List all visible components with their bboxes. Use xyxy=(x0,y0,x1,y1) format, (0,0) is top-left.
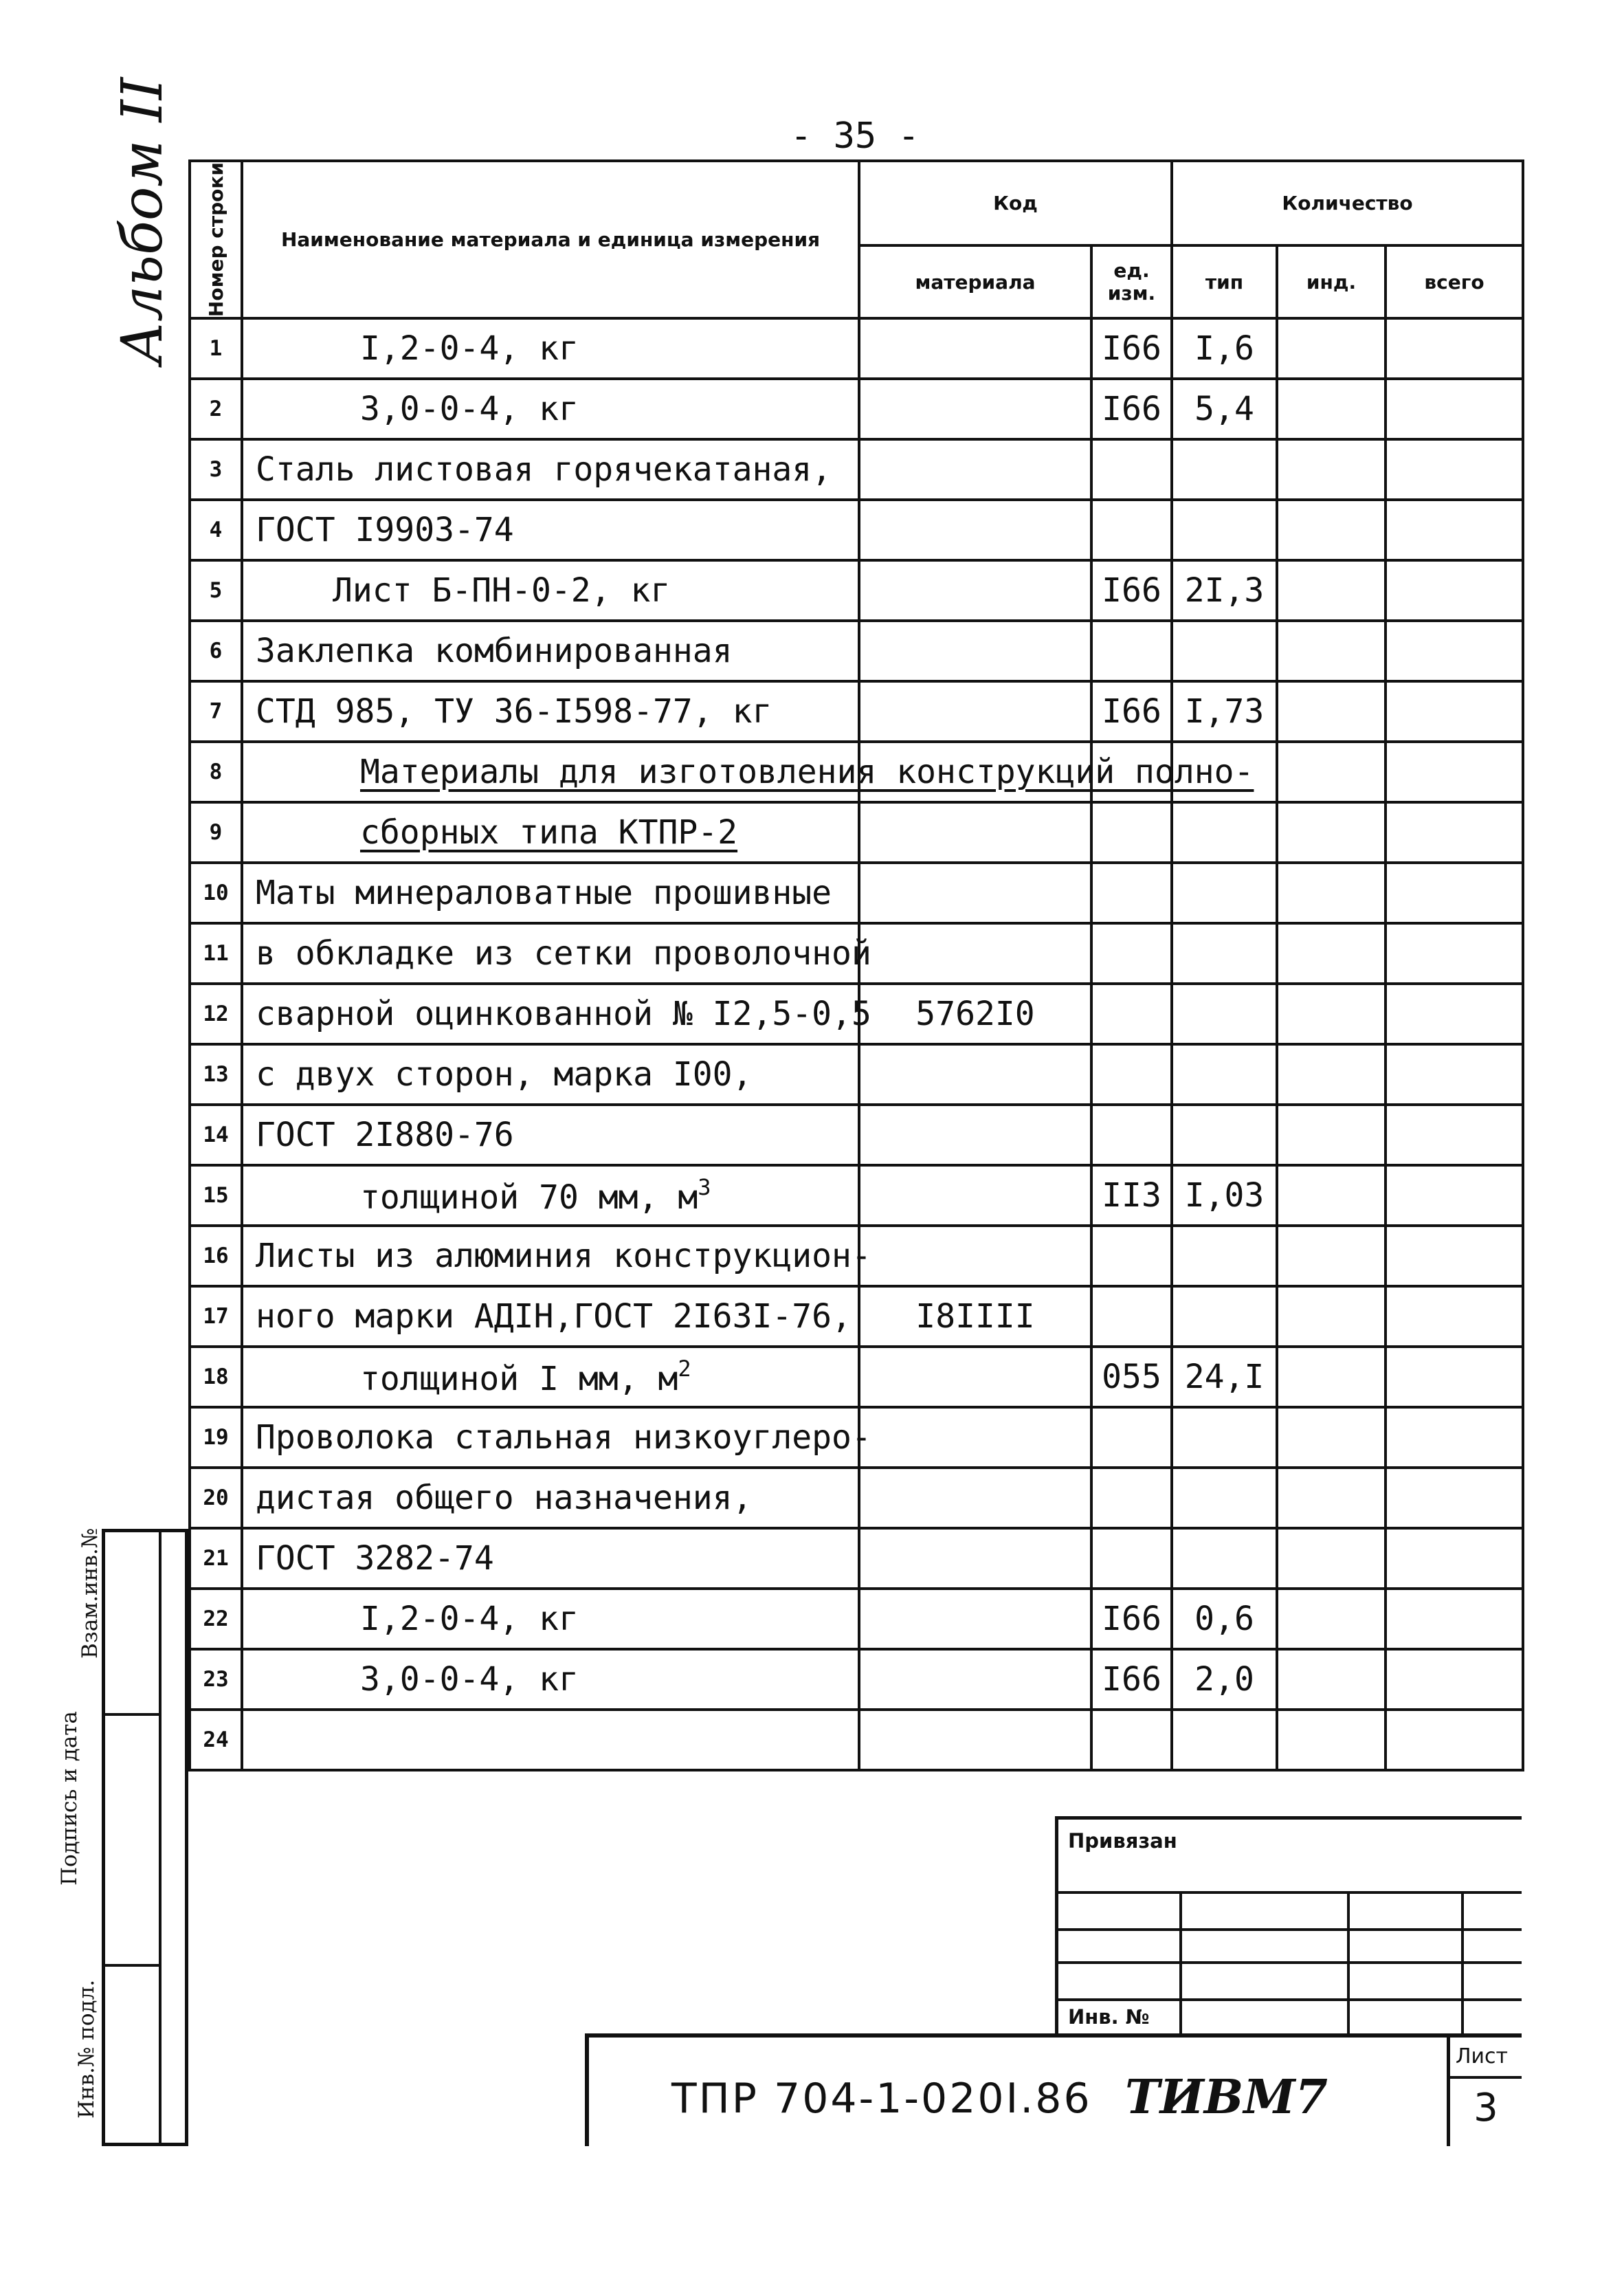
approval-side-block xyxy=(57,1527,188,2146)
quantity-type-cell xyxy=(1172,439,1277,500)
original-inventory-label: Инв.№ подл. xyxy=(74,1979,99,2119)
row-number-cell: 12 xyxy=(190,984,242,1044)
row-number-cell: 15 xyxy=(190,1165,242,1226)
material-name-cell xyxy=(242,984,871,1044)
quantity-type-cell: I,03 xyxy=(1172,1165,1277,1226)
row-number-cell: 1 xyxy=(190,318,242,379)
table-row xyxy=(190,1528,1523,1589)
row-number-cell: 16 xyxy=(190,1226,242,1286)
material-code-cell: 5762I0 xyxy=(859,984,1091,1044)
title-block-line xyxy=(1058,1928,1522,1931)
sheet-box xyxy=(1447,2038,1522,2146)
material-name-cell xyxy=(242,500,859,560)
quantity-ind-cell xyxy=(1277,500,1386,560)
table-row xyxy=(190,863,1523,923)
material-name-text: ГОСТ 3282-74 xyxy=(256,1539,494,1578)
quantity-type-cell: I,6 xyxy=(1172,318,1277,379)
quantity-total-cell xyxy=(1386,500,1523,560)
handwritten-code: ТИВМ7 xyxy=(1125,2070,1328,2125)
quantity-ind-cell xyxy=(1277,1286,1386,1347)
row-number-cell: 22 xyxy=(190,1589,242,1649)
material-name-cell xyxy=(242,439,859,500)
material-code-cell xyxy=(859,1226,1091,1286)
unit-code-header: ед. изм. xyxy=(1091,245,1172,318)
quantity-type-cell xyxy=(1172,1105,1277,1165)
quantity-total-cell xyxy=(1386,1528,1523,1589)
title-block-vline xyxy=(1461,1891,1464,2037)
unit-code-cell: I66 xyxy=(1091,681,1172,742)
unit-code-cell xyxy=(1091,802,1172,863)
material-name-cell xyxy=(242,1226,871,1286)
quantity-ind-cell xyxy=(1277,1044,1386,1105)
quantity-type-cell: 5,4 xyxy=(1172,379,1277,439)
material-name-text: ного марки АДIН,ГОСТ 2I63I-76, xyxy=(256,1297,852,1336)
table-row xyxy=(190,500,1523,560)
quantity-ind-cell xyxy=(1277,560,1386,621)
material-name-cell xyxy=(242,621,859,681)
unit-code-cell: I66 xyxy=(1091,560,1172,621)
quantity-ind-cell xyxy=(1277,923,1386,984)
row-number-cell: 21 xyxy=(190,1528,242,1589)
material-name-text: Маты минераловатные прошивные xyxy=(256,874,832,913)
table-row xyxy=(190,742,1523,802)
row-number-cell: 24 xyxy=(190,1710,242,1770)
quantity-ind-cell xyxy=(1277,379,1386,439)
material-name-text: в обкладке из сетки проволочной xyxy=(256,934,871,973)
quantity-type-cell xyxy=(1172,984,1277,1044)
unit-code-cell xyxy=(1091,863,1172,923)
unit-code-cell xyxy=(1091,1226,1172,1286)
material-name-cell xyxy=(242,1710,859,1770)
quantity-total-cell xyxy=(1386,1165,1523,1226)
quantity-type-cell xyxy=(1172,621,1277,681)
row-number-cell: 3 xyxy=(190,439,242,500)
table-row xyxy=(190,1105,1523,1165)
linked-label: Привязан xyxy=(1068,1829,1177,1853)
material-name-text: с двух сторон, марка I00, xyxy=(256,1055,753,1094)
row-number-cell: 18 xyxy=(190,1347,242,1407)
table-row xyxy=(190,1286,1523,1347)
row-number-cell: 4 xyxy=(190,500,242,560)
quantity-type-cell xyxy=(1172,1407,1277,1468)
unit-code-cell: I66 xyxy=(1091,318,1172,379)
row-number-cell: 9 xyxy=(190,802,242,863)
material-name-cell xyxy=(242,681,859,742)
title-block-vline xyxy=(1347,1891,1350,2037)
quantity-ind-cell xyxy=(1277,802,1386,863)
material-name-cell xyxy=(242,1589,859,1649)
row-number-cell: 20 xyxy=(190,1468,242,1528)
material-name-cell xyxy=(242,1044,859,1105)
material-code-cell xyxy=(859,500,1091,560)
material-name-cell xyxy=(242,1347,859,1407)
material-code-header: материала xyxy=(859,245,1091,318)
side-divider xyxy=(105,1713,162,1716)
quantity-type-header: тип xyxy=(1172,245,1277,318)
quantity-type-cell xyxy=(1172,863,1277,923)
quantity-total-cell xyxy=(1386,1407,1523,1468)
table-row xyxy=(190,681,1523,742)
material-name-cell xyxy=(242,1165,859,1226)
title-block-line xyxy=(1058,1961,1522,1964)
row-number-cell: 19 xyxy=(190,1407,242,1468)
row-number-cell: 7 xyxy=(190,681,242,742)
unit-code-cell: I66 xyxy=(1091,379,1172,439)
unit-code-cell xyxy=(1091,621,1172,681)
material-name-text: Листы из алюминия конструкцион- xyxy=(256,1237,871,1276)
quantity-ind-cell xyxy=(1277,1347,1386,1407)
table-row xyxy=(190,379,1523,439)
unit-code-cell xyxy=(1091,1407,1172,1468)
quantity-ind-cell xyxy=(1277,681,1386,742)
material-name-cell xyxy=(242,1528,859,1589)
material-name-cell xyxy=(242,1105,859,1165)
material-name-cell xyxy=(242,1407,871,1468)
quantity-ind-cell xyxy=(1277,984,1386,1044)
quantity-type-cell xyxy=(1172,802,1277,863)
table-row xyxy=(190,1710,1523,1770)
material-code-cell xyxy=(859,802,1091,863)
table-row xyxy=(190,1044,1523,1105)
table-row xyxy=(190,1589,1523,1649)
quantity-total-cell xyxy=(1386,318,1523,379)
row-number-cell: 13 xyxy=(190,1044,242,1105)
title-block-line xyxy=(1058,1998,1522,2001)
quantity-ind-header: инд. xyxy=(1277,245,1386,318)
quantity-total-cell xyxy=(1386,621,1523,681)
quantity-ind-cell xyxy=(1277,621,1386,681)
material-name-text: сборных типа КТПР-2 xyxy=(360,813,738,852)
unit-code-cell xyxy=(1091,1710,1172,1770)
quantity-total-cell xyxy=(1386,742,1523,802)
unit-code-cell xyxy=(1091,500,1172,560)
material-name-text: дистая общего назначения, xyxy=(256,1479,753,1518)
material-name-text: ГОСТ I9903-74 xyxy=(256,511,514,550)
row-number-header: Номер строки xyxy=(190,161,242,318)
row-number-cell: 6 xyxy=(190,621,242,681)
row-number-cell: 8 xyxy=(190,742,242,802)
material-name-text: СТД 985, ТУ 36-I598-77, кг xyxy=(256,692,772,731)
material-name-text: толщиной 70 мм, м xyxy=(360,1178,698,1217)
table-row xyxy=(190,1468,1523,1528)
quantity-ind-cell xyxy=(1277,318,1386,379)
quantity-total-cell xyxy=(1386,1105,1523,1165)
material-name-cell xyxy=(242,863,859,923)
material-code-cell xyxy=(859,681,1091,742)
material-code-cell xyxy=(859,560,1091,621)
title-block xyxy=(1055,1816,1522,2033)
quantity-ind-cell xyxy=(1277,1468,1386,1528)
quantity-total-cell xyxy=(1386,1710,1523,1770)
quantity-type-cell xyxy=(1172,1044,1277,1105)
material-code-cell xyxy=(859,1105,1091,1165)
quantity-total-cell xyxy=(1386,1286,1523,1347)
row-number-cell: 5 xyxy=(190,560,242,621)
quantity-total-cell xyxy=(1386,439,1523,500)
quantity-ind-cell xyxy=(1277,863,1386,923)
quantity-type-cell xyxy=(1172,1528,1277,1589)
quantity-total-header: всего xyxy=(1386,245,1523,318)
quantity-group-header: Количество xyxy=(1172,161,1523,245)
quantity-type-cell xyxy=(1172,1468,1277,1528)
quantity-total-cell xyxy=(1386,560,1523,621)
material-code-cell xyxy=(859,1649,1091,1710)
material-code-cell xyxy=(859,1710,1091,1770)
sheet-line xyxy=(1450,2076,1522,2079)
unit-code-cell xyxy=(1091,1044,1172,1105)
quantity-type-cell: I,73 xyxy=(1172,681,1277,742)
quantity-type-cell: 2I,3 xyxy=(1172,560,1277,621)
row-number-cell: 17 xyxy=(190,1286,242,1347)
document-stamp xyxy=(585,2033,1522,2146)
material-name-text: Материалы для изготовления конструкций полно- xyxy=(360,753,1254,792)
quantity-ind-cell xyxy=(1277,1226,1386,1286)
quantity-total-cell xyxy=(1386,1589,1523,1649)
material-code-cell xyxy=(859,863,1091,923)
material-code-cell xyxy=(859,923,1091,984)
quantity-total-cell xyxy=(1386,1468,1523,1528)
unit-code-cell: I66 xyxy=(1091,1589,1172,1649)
unit-superscript: 3 xyxy=(698,1174,711,1201)
quantity-total-cell xyxy=(1386,681,1523,742)
sheet-label: Лист xyxy=(1456,2044,1509,2068)
row-number-cell: 11 xyxy=(190,923,242,984)
quantity-type-cell xyxy=(1172,1226,1277,1286)
table-row xyxy=(190,1226,1523,1286)
material-name-cell xyxy=(242,1468,859,1528)
unit-code-cell: I66 xyxy=(1091,1649,1172,1710)
quantity-total-cell xyxy=(1386,802,1523,863)
material-code-cell xyxy=(859,318,1091,379)
table-row xyxy=(190,1407,1523,1468)
code-group-header: Код xyxy=(859,161,1172,245)
quantity-total-cell xyxy=(1386,1649,1523,1710)
material-name-cell xyxy=(242,1649,859,1710)
material-code-cell xyxy=(859,1468,1091,1528)
quantity-ind-cell xyxy=(1277,1649,1386,1710)
material-code-cell xyxy=(859,439,1091,500)
material-name-text: I,2-0-4, кг xyxy=(360,329,579,368)
material-name-text: ГОСТ 2I880-76 xyxy=(256,1116,514,1155)
quantity-ind-cell xyxy=(1277,1528,1386,1589)
quantity-total-cell xyxy=(1386,923,1523,984)
quantity-ind-cell xyxy=(1277,1407,1386,1468)
table-row xyxy=(190,1649,1523,1710)
material-name-text: Лист Б-ПН-0-2, кг xyxy=(333,571,671,610)
unit-code-cell xyxy=(1091,1528,1172,1589)
title-block-line xyxy=(1058,1891,1522,1894)
quantity-ind-cell xyxy=(1277,1105,1386,1165)
materials-table xyxy=(188,159,1524,1771)
material-code-cell xyxy=(859,1407,1091,1468)
sheet-number: 3 xyxy=(1473,2086,1498,2130)
material-name-text: толщиной I мм, м xyxy=(360,1360,678,1399)
material-name-cell xyxy=(242,379,859,439)
material-name-text: 3,0-0-4, кг xyxy=(360,390,579,429)
quantity-total-cell xyxy=(1386,379,1523,439)
material-name-text: сварной оцинкованной № I2,5-0,5 xyxy=(256,995,871,1034)
table-row xyxy=(190,439,1523,500)
quantity-total-cell xyxy=(1386,863,1523,923)
quantity-type-cell xyxy=(1172,923,1277,984)
material-name-cell xyxy=(242,1286,859,1347)
quantity-type-cell xyxy=(1172,1710,1277,1770)
table-row xyxy=(190,984,1523,1044)
material-code-cell xyxy=(859,1044,1091,1105)
quantity-ind-cell xyxy=(1277,1589,1386,1649)
quantity-total-cell xyxy=(1386,1226,1523,1286)
material-code-cell xyxy=(859,379,1091,439)
unit-code-cell xyxy=(1091,439,1172,500)
table-row xyxy=(190,560,1523,621)
material-name-text: Сталь листовая горячекатаная, xyxy=(256,450,832,489)
exchange-inventory-label: Взам.инв.№ xyxy=(78,1527,102,1659)
unit-code-cell: II3 xyxy=(1091,1165,1172,1226)
material-name-cell xyxy=(242,742,1254,802)
table-row xyxy=(190,621,1523,681)
quantity-type-cell xyxy=(1172,1286,1277,1347)
quantity-total-cell xyxy=(1386,1347,1523,1407)
side-divider xyxy=(105,1964,162,1967)
quantity-total-cell xyxy=(1386,984,1523,1044)
material-name-cell xyxy=(242,318,859,379)
quantity-ind-cell xyxy=(1277,1710,1386,1770)
quantity-total-cell xyxy=(1386,1044,1523,1105)
inventory-label: Инв. № xyxy=(1068,2005,1150,2029)
material-name-text: 3,0-0-4, кг xyxy=(360,1660,579,1699)
row-number-cell: 10 xyxy=(190,863,242,923)
unit-code-cell xyxy=(1091,923,1172,984)
material-name-cell xyxy=(242,802,859,863)
material-name-text: Проволока стальная низкоуглеро- xyxy=(256,1418,871,1457)
material-code-cell: I8IIII xyxy=(859,1286,1091,1347)
quantity-type-cell: 2,0 xyxy=(1172,1649,1277,1710)
quantity-type-cell: 24,I xyxy=(1172,1347,1277,1407)
unit-code-cell xyxy=(1091,1105,1172,1165)
material-code-cell xyxy=(859,1165,1091,1226)
album-note: Альбом II xyxy=(110,77,175,364)
quantity-ind-cell xyxy=(1277,742,1386,802)
quantity-type-cell: 0,6 xyxy=(1172,1589,1277,1649)
title-block-vline xyxy=(1179,1891,1182,2037)
unit-code-cell xyxy=(1091,1468,1172,1528)
table-row xyxy=(190,1165,1523,1226)
document-code: ТПР 704-1-020І.86 xyxy=(671,2075,1092,2123)
material-code-cell xyxy=(859,1589,1091,1649)
unit-code-cell xyxy=(1091,984,1172,1044)
row-number-cell: 2 xyxy=(190,379,242,439)
material-code-cell xyxy=(859,621,1091,681)
table-row xyxy=(190,923,1523,984)
material-name-text: Заклепка комбинированная xyxy=(256,632,733,671)
material-name-cell xyxy=(242,560,859,621)
quantity-ind-cell xyxy=(1277,1165,1386,1226)
page-number: - 35 - xyxy=(790,115,920,157)
table-row xyxy=(190,802,1523,863)
material-name-text: I,2-0-4, кг xyxy=(360,1600,579,1639)
table-row xyxy=(190,1347,1523,1407)
unit-superscript: 2 xyxy=(678,1356,691,1382)
quantity-ind-cell xyxy=(1277,439,1386,500)
unit-code-cell: 055 xyxy=(1091,1347,1172,1407)
table-row xyxy=(190,318,1523,379)
unit-code-cell xyxy=(1091,1286,1172,1347)
row-number-cell: 23 xyxy=(190,1649,242,1710)
material-name-header: Наименование материала и единица измерения xyxy=(242,161,859,318)
material-code-cell xyxy=(859,1347,1091,1407)
signature-date-label: Подпись и дата xyxy=(57,1711,82,1886)
row-number-cell: 14 xyxy=(190,1105,242,1165)
material-code-cell xyxy=(859,1528,1091,1589)
quantity-type-cell xyxy=(1172,500,1277,560)
material-name-cell xyxy=(242,923,871,984)
